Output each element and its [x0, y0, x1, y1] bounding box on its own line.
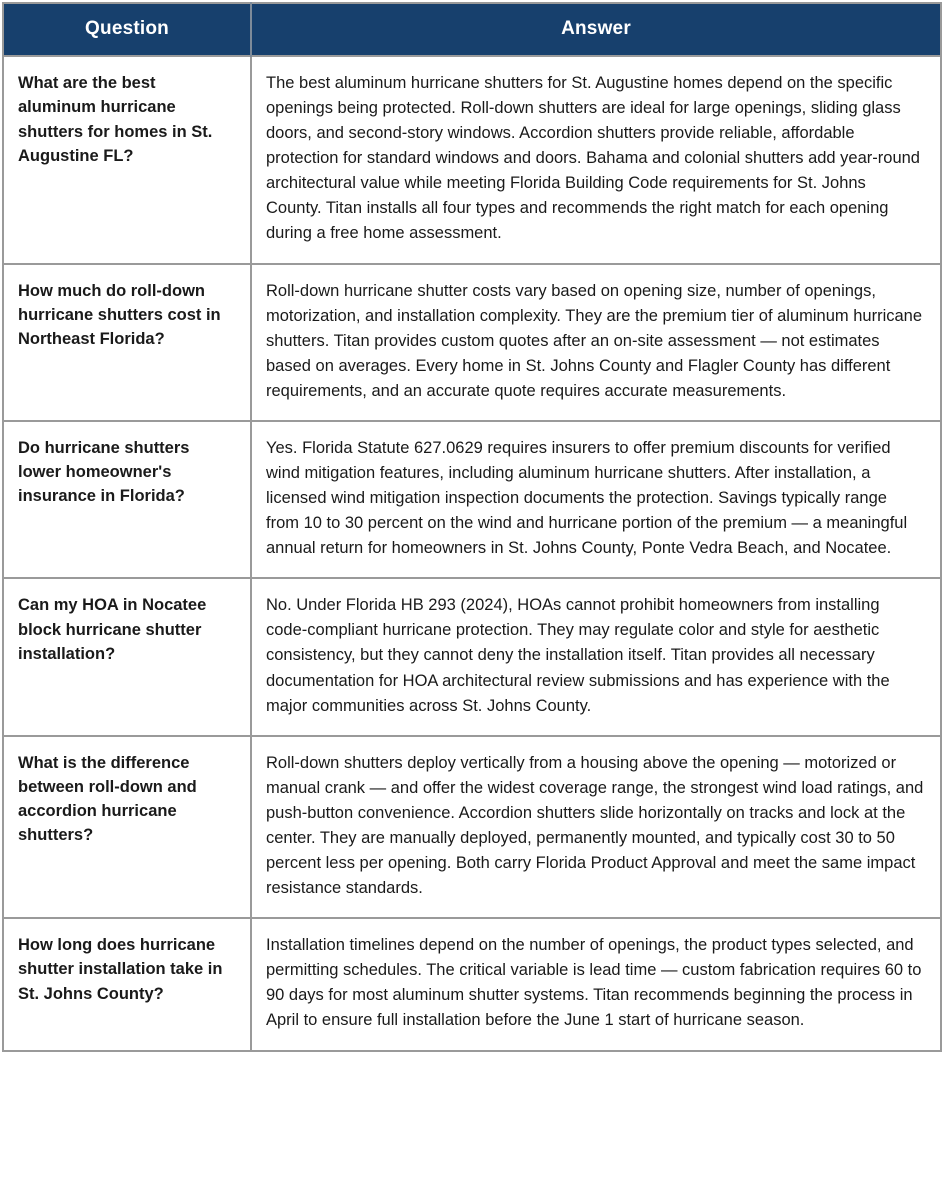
- answer-cell: No. Under Florida HB 293 (2024), HOAs cannot prohibit homeowners from installing code-compliant hurricane protection. They may regulate color and style for aesthetic consistency, but they cannot deny the installation itself. Titan provides all necessary documentation for HOA architectural review submissions and has experience with the major communities across St. Johns County.: [251, 578, 941, 735]
- question-cell: Do hurricane shutters lower homeowner's insurance in Florida?: [3, 421, 251, 578]
- table-body: [3, 56, 941, 1051]
- question-cell: What are the best aluminum hurricane shutters for homes in St. Augustine FL?: [3, 56, 251, 264]
- question-cell: Can my HOA in Nocatee block hurricane shutter installation?: [3, 578, 251, 735]
- table-row: [3, 918, 941, 1050]
- table-row: [3, 264, 941, 421]
- column-header-answer: Answer: [251, 3, 941, 56]
- table-header-row: [3, 3, 941, 56]
- answer-cell: Roll-down hurricane shutter costs vary based on opening size, number of openings, motorization, and installation complexity. They are the premium tier of aluminum hurricane shutters. Titan provides custom quotes after an on-site assessment — not estimates based on averages. Every home in St. Johns County and Flagler County has different requirements, and an accurate quote requires accurate measurements.: [251, 264, 941, 421]
- table-header: [3, 3, 941, 56]
- question-cell: What is the difference between roll-down and accordion hurricane shutters?: [3, 736, 251, 918]
- faq-table: [2, 2, 942, 1052]
- table-row: [3, 736, 941, 918]
- answer-cell: The best aluminum hurricane shutters for St. Augustine homes depend on the specific openings being protected. Roll-down shutters are ideal for large openings, sliding glass doors, and second-story windows. Accordion shutters provide reliable, affordable protection for standard windows and doors. Bahama and colonial shutters add year-round architectural value while meeting Florida Building Code requirements for St. Johns County. Titan installs all four types and recommends the right match for each opening during a free home assessment.: [251, 56, 941, 264]
- table-row: [3, 421, 941, 578]
- answer-cell: Roll-down shutters deploy vertically from a housing above the opening — motorized or manual crank — and offer the widest coverage range, the strongest wind load ratings, and push-button convenience. Accordion shutters slide horizontally on tracks and lock at the center. They are manually deployed, permanently mounted, and typically cost 30 to 50 percent less per opening. Both carry Florida Product Approval and meet the same impact resistance standards.: [251, 736, 941, 918]
- table-row: [3, 578, 941, 735]
- table-row: [3, 56, 941, 264]
- question-cell: How much do roll-down hurricane shutters cost in Northeast Florida?: [3, 264, 251, 421]
- answer-cell: Installation timelines depend on the number of openings, the product types selected, and permitting schedules. The critical variable is lead time — custom fabrication requires 60 to 90 days for most aluminum shutter systems. Titan recommends beginning the process in April to ensure full installation before the June 1 start of hurricane season.: [251, 918, 941, 1050]
- answer-cell: Yes. Florida Statute 627.0629 requires insurers to offer premium discounts for verified wind mitigation features, including aluminum hurricane shutters. After installation, a licensed wind mitigation inspection documents the protection. Savings typically range from 10 to 30 percent on the wind and hurricane portion of the premium — a meaningful annual return for homeowners in St. Johns County, Ponte Vedra Beach, and Nocatee.: [251, 421, 941, 578]
- question-cell: How long does hurricane shutter installation take in St. Johns County?: [3, 918, 251, 1050]
- column-header-question: Question: [3, 3, 251, 56]
